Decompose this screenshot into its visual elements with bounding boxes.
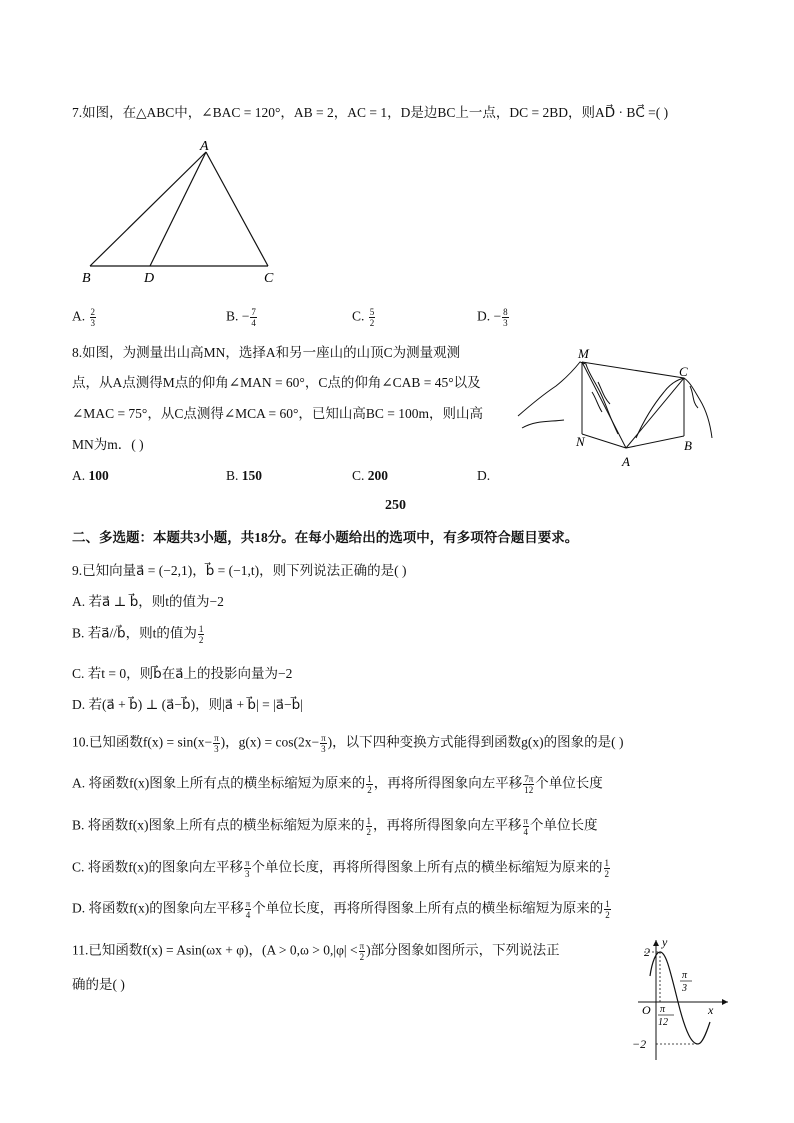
- q9-option-c: C. 若t = 0，则b⃗在a⃗上的投影向量为−2: [72, 666, 293, 681]
- section-2-title: 二、多选题：本题共3小题，共18分。在每小题给出的选项中，有多项符合题目要求。: [72, 530, 579, 545]
- q7-option-c: C. $\frac{5}{2}$: [352, 307, 375, 328]
- q11-tick-pi12-num: π: [660, 1004, 666, 1015]
- q7-label-a: A: [200, 139, 209, 154]
- q8-option-d: D.: [477, 468, 491, 483]
- q8-option-c: C. 200: [352, 468, 389, 483]
- q9-option-a: A. 若a⃗ ⊥ b⃗，则t的值为−2: [72, 594, 224, 609]
- q8-line4: MN为m．( ): [72, 437, 144, 452]
- q10-option-c: C. 将函数f(x)的图象向左平移 $\frac{\pi}{3}$ 个单位长度，再将所得图象上所有点的横坐标缩短为原来的 $\frac{1}{2}$: [72, 858, 610, 879]
- q8-label-c: C: [679, 364, 688, 379]
- q8-mountain-figure: [514, 342, 734, 472]
- q9-option-d: D. 若(a⃗ + b⃗) ⊥ (a⃗−b⃗)，则|a⃗ + b⃗| = |a⃗−b⃗|: [72, 697, 303, 712]
- q10-stem: 10.已知函数f(x) = sin(x− $\frac{\pi}{3}$ )，g(x) = cos(2x− $\frac{\pi}{3}$ )，以下四种变换方式能得到函数g(x)的图象的是( ): [72, 733, 624, 754]
- q11-min-label: −2: [632, 1037, 647, 1051]
- q8-label-m: M: [578, 346, 589, 361]
- q8-option-b: B. 150: [226, 468, 263, 483]
- q11-x-axis-label: x: [708, 1003, 714, 1017]
- q7-label-d: D: [144, 271, 155, 286]
- q7-option-d: D. − $\frac{8}{3}$: [477, 307, 508, 328]
- q11-tick-pi3-den: 3: [682, 983, 687, 994]
- q8-option-a: A. 100: [72, 468, 109, 483]
- q11-max-label: 2: [644, 945, 650, 959]
- q9-stem: 9.已知向量a⃗ = (−2,1)，b⃗ = (−1,t)，则下列说法正确的是( ): [72, 563, 407, 578]
- q10-option-a: A. 将函数f(x)图象上所有点的横坐标缩短为原来的 $\frac{1}{2}$ ，再将所得图象向左平移 $\frac{7\pi}{12}$ 个单位长度: [72, 774, 603, 795]
- q8-label-a: A: [622, 454, 630, 469]
- q7-option-b: B. − $\frac{7}{4}$: [226, 307, 256, 328]
- q7-stem: 7.如图，在△ABC中，∠BAC = 120°，AB = 2，AC = 1，D是边BC上一点，DC = 2BD，则AD⃗ · BC⃗ =( ): [72, 105, 669, 120]
- q11-tick-pi12-den: 12: [658, 1017, 668, 1028]
- q11-y-axis-label: y: [662, 935, 668, 949]
- q11-sine-graph: [630, 934, 740, 1064]
- q8-label-n: N: [576, 434, 585, 449]
- q7-label-c: C: [264, 271, 274, 286]
- q8-option-d-value: 250: [385, 498, 406, 513]
- q8-label-b: B: [684, 438, 692, 453]
- q11-line2: 确的是( ): [72, 977, 125, 992]
- q7-label-b: B: [82, 271, 91, 286]
- q7-triangle-figure: [78, 138, 298, 288]
- q10-option-d: D. 将函数f(x)的图象向左平移 $\frac{\pi}{4}$ 个单位长度，再将所得图象上所有点的横坐标缩短为原来的 $\frac{1}{2}$: [72, 899, 610, 920]
- q8-line2: 点，从A点测得M点的仰角∠MAN = 60°，C点的仰角∠CAB = 45°以及: [72, 375, 481, 390]
- q10-option-b: B. 将函数f(x)图象上所有点的横坐标缩短为原来的 $\frac{1}{2}$ ，再将所得图象向左平移 $\frac{\pi}{4}$ 个单位长度: [72, 816, 598, 837]
- q11-origin-label: O: [642, 1003, 651, 1017]
- q11-line1: 11.已知函数f(x) = Asin(ωx + φ)，(A > 0,ω > 0,|φ| < $\frac{\pi}{2}$ )部分图象如图所示，下列说法正: [72, 941, 560, 962]
- q7-option-a: A. $\frac{2}{3}$: [72, 307, 95, 328]
- q9-option-b: B. 若a⃗//b⃗，则t的值为 $\frac{1}{2}$: [72, 624, 204, 645]
- q8-line3: ∠MAC = 75°，从C点测得∠MCA = 60°，已知山高BC = 100m，则山高: [72, 406, 484, 421]
- q11-tick-pi3-num: π: [682, 970, 688, 981]
- q8-line1: 8.如图，为测量出山高MN，选择A和另一座山的山顶C为测量观测: [72, 345, 461, 360]
